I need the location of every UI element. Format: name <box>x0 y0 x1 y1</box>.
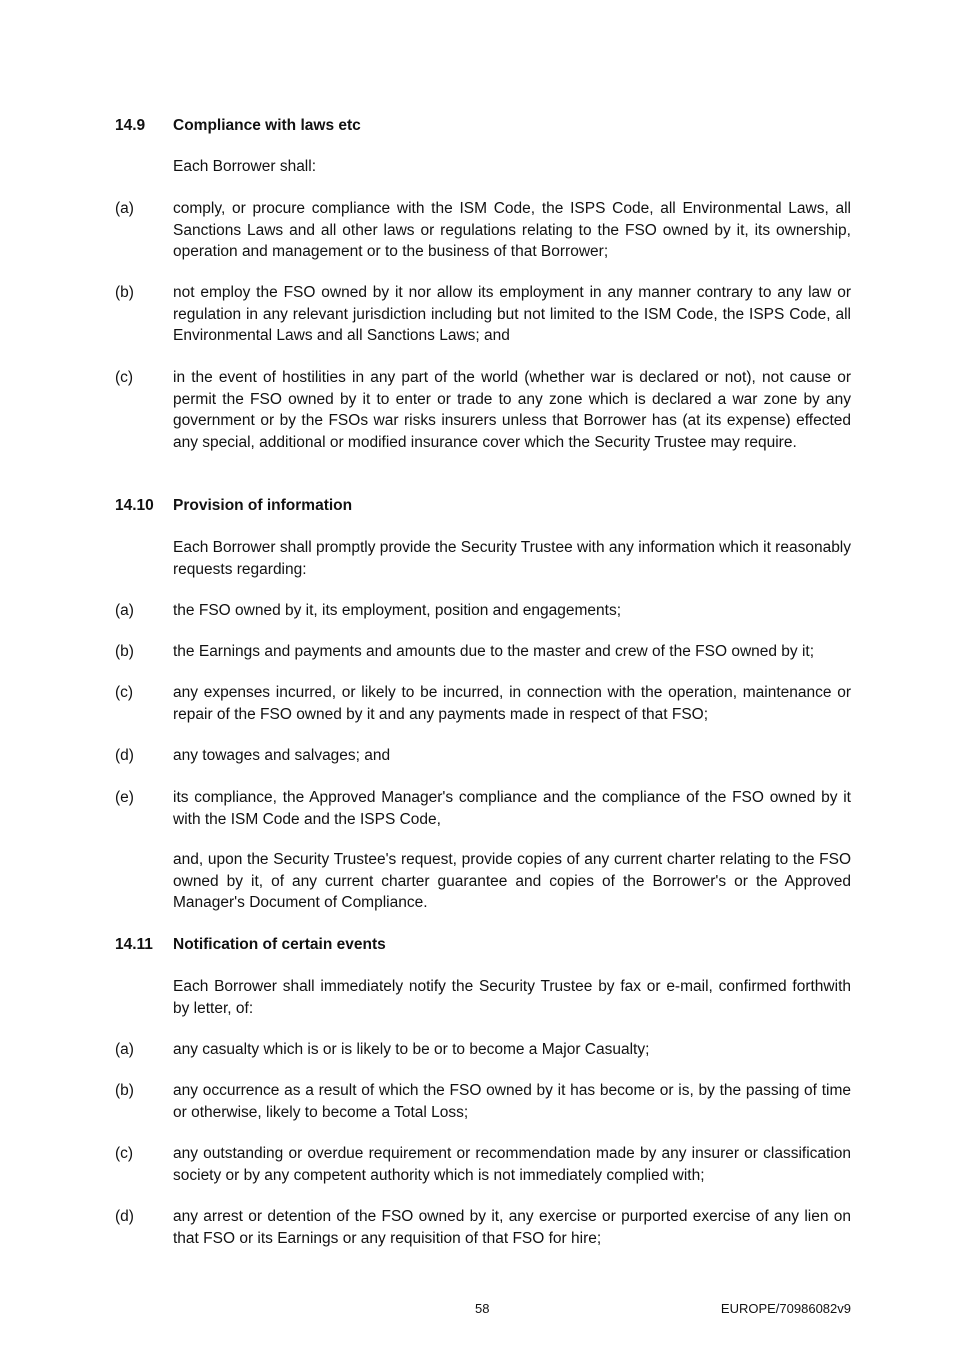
item-text: the FSO owned by it, its employment, position and engagements; <box>173 602 622 619</box>
section-closing: and, upon the Security Trustee's request, provide copies of any current charter relating to the FSO owned by it, of any current charter guarantee and copies of the Borrower's or the Approved Manager's Document of Compliance. <box>173 851 851 912</box>
item-text: its compliance, the Approved Manager's compliance and the compliance of the FSO owned by it with the ISM Code and the ISPS Code, <box>173 789 851 828</box>
item-text: any outstanding or overdue requirement or recommendation made by any insurer or classification society or by any competent authority which is not immediately complied with; <box>173 1145 851 1184</box>
item-label: (c) <box>115 1145 134 1162</box>
document-reference: EUROPE/70986082v9 <box>720 1301 851 1316</box>
list-item <box>115 787 851 830</box>
list-item <box>115 1206 851 1249</box>
item-label: (d) <box>115 1208 134 1225</box>
item-label: (b) <box>115 643 134 660</box>
section-intro: Each Borrower shall: <box>173 158 317 175</box>
list-item <box>115 367 851 453</box>
item-label: (c) <box>115 369 134 386</box>
section-title: Notification of certain events <box>173 936 386 953</box>
list-item <box>115 600 851 622</box>
list-item <box>115 641 851 663</box>
item-label: (a) <box>115 200 134 217</box>
section-number: 14.9 <box>115 117 146 134</box>
item-text: any towages and salvages; and <box>173 747 391 764</box>
section-intro: Each Borrower shall immediately notify the Security Trustee by fax or e-mail, confirmed forthwith by letter, of: <box>173 978 851 1017</box>
list-item <box>115 1080 851 1123</box>
item-text: the Earnings and payments and amounts due to the master and crew of the FSO owned by it; <box>173 643 815 660</box>
section-title: Provision of information <box>173 497 353 514</box>
item-label: (a) <box>115 602 134 619</box>
list-item <box>115 682 851 725</box>
item-label: (a) <box>115 1041 134 1058</box>
item-text: in the event of hostilities in any part of the world (whether war is declared or not), not cause or permit the FSO owned by it to enter or trade to any zone which is declared a war zone by any government or by the FSOs war risks insurers unless that Borrower has (at its expense) effected any special, additional or modified insurance cover which the Security Trustee may require. <box>173 369 851 451</box>
item-text: any expenses incurred, or likely to be incurred, in connection with the operation, maintenance or repair of the FSO owned by it and any payments made in respect of that FSO; <box>173 684 851 723</box>
item-label: (c) <box>115 684 134 701</box>
item-text: any occurrence as a result of which the FSO owned by it has become or is, by the passing of time or otherwise, likely to become a Total Loss; <box>173 1082 851 1121</box>
section-number: 14.11 <box>115 936 153 953</box>
item-text: any casualty which is or is likely to be or to become a Major Casualty; <box>173 1041 650 1058</box>
item-text: comply, or procure compliance with the ISM Code, the ISPS Code, all Environmental Laws, all Sanctions Laws and all other laws or regulations relating to the FSO owned by it, its ownership, operation and management or to the business of that Borrower; <box>173 200 851 261</box>
list-item <box>115 1143 851 1186</box>
item-text: not employ the FSO owned by it nor allow its employment in any manner contrary to any law or regulation in any relevant jurisdiction including but not limited to the ISM Code, the ISPS Code, all Environmental Laws and all Sanctions Laws; and <box>173 284 851 345</box>
list-item <box>115 282 851 347</box>
list-item <box>115 1039 851 1061</box>
item-label: (b) <box>115 1082 134 1099</box>
section-intro: Each Borrower shall promptly provide the Security Trustee with any information which it reasonably requests regarding: <box>173 539 852 578</box>
item-label: (b) <box>115 284 134 301</box>
section-number: 14.10 <box>115 497 154 514</box>
section-title: Compliance with laws etc <box>173 117 361 134</box>
item-label: (e) <box>115 789 134 806</box>
item-text: any arrest or detention of the FSO owned by it, any exercise or purported exercise of any lien on that FSO or its Earnings or any requisition of that FSO for hire; <box>173 1208 851 1247</box>
list-item <box>115 745 851 767</box>
list-item <box>115 198 851 263</box>
item-label: (d) <box>115 747 134 764</box>
page-number: 58 <box>475 1301 490 1316</box>
